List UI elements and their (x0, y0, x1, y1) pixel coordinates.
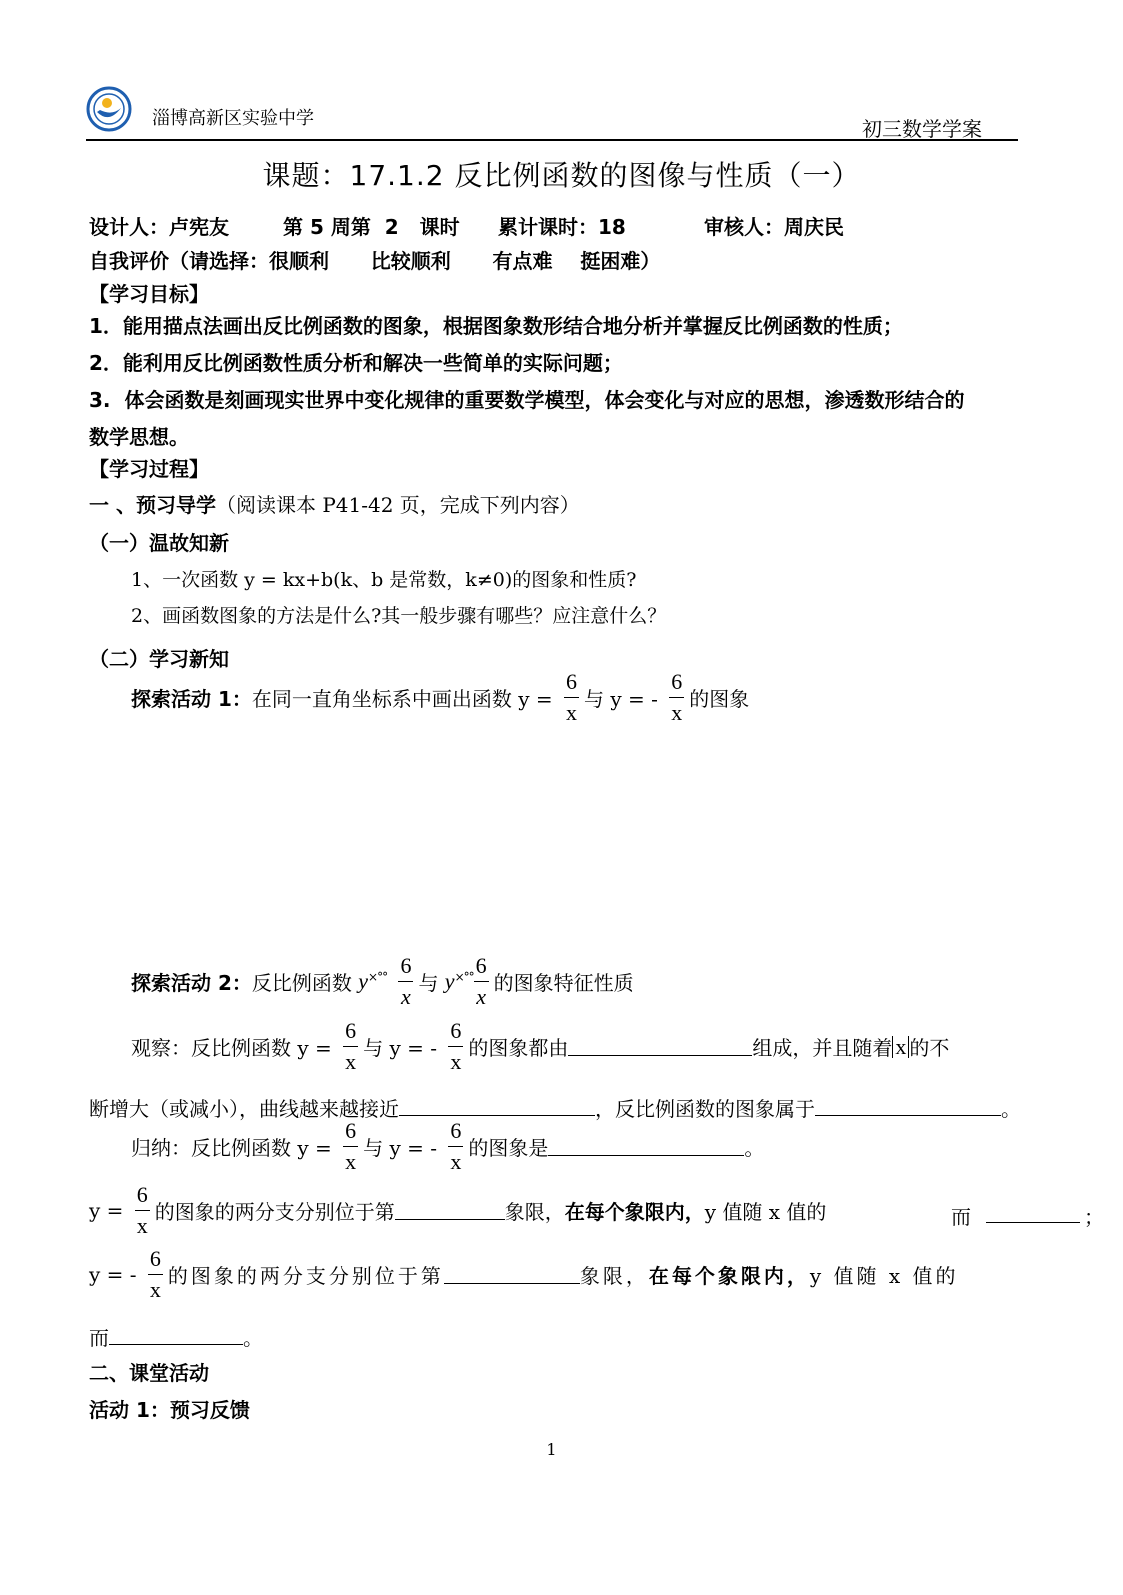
goal-3: 3. 体会函数是刻画现实世界中变化规律的重要数学模型，体会变化与对应的思想，渗透数形结合的 (89, 388, 965, 412)
fraction-denominator: x (136, 1213, 148, 1238)
blank-trend-positive[interactable] (986, 1204, 1080, 1223)
negative-text-2: 象限， (579, 1264, 649, 1288)
fraction-6-over-x (135, 1184, 150, 1237)
week-lesson: 第 5 周第 2 课时 (283, 215, 460, 239)
summary-text: 的图象是 (468, 1136, 549, 1160)
summary-prefix: 归纳：反比例函数 y = (131, 1136, 332, 1160)
fraction-numerator: 6 (474, 955, 489, 982)
total-lessons: 累计课时：18 (498, 215, 626, 239)
process-heading: 【学习过程】 (89, 457, 209, 481)
fraction-6-over-x (448, 1020, 463, 1073)
observe-line-2 (89, 1093, 1021, 1122)
activity-feedback-heading: 活动 1：预习反馈 (89, 1398, 250, 1422)
observe-text-2: 组成，并且随着 (752, 1036, 893, 1060)
positive-text-1: 的图象的两分支分别位于第 (154, 1200, 395, 1224)
blank-asymptote[interactable] (399, 1097, 595, 1116)
positive-semicolon: ； (1084, 1205, 1104, 1229)
page-title: 课题：17.1.2 反比例函数的图像与性质（一） (262, 159, 861, 192)
negative-text-1: 的图象的两分支分别位于第 (167, 1264, 444, 1288)
reviewer: 审核人：周庆民 (704, 215, 844, 239)
variable-y: y (358, 968, 369, 994)
observe-text-1: 的图象都由 (468, 1036, 569, 1060)
goals-heading: 【学习目标】 (89, 282, 209, 306)
school-logo-icon (86, 86, 132, 132)
fraction-6-over-x (474, 955, 489, 1008)
review-question-2: 2、画函数图象的方法是什么?其一般步骤有哪些？应注意什么？ (131, 605, 667, 627)
activity-1-mid: 与 y = - (584, 687, 658, 711)
summary-line (131, 1120, 764, 1173)
observe-line-1 (131, 1020, 949, 1073)
negative-case (89, 1248, 959, 1301)
positive-bold: 在每个象限内， (564, 1200, 705, 1224)
fraction-numerator: 6 (564, 671, 579, 698)
activity-2-label: 探索活动 2： (131, 971, 252, 995)
blank-quadrant-positive[interactable] (395, 1201, 505, 1220)
school-logo (86, 86, 132, 132)
activity-1 (131, 671, 749, 724)
observe-prefix: 观察：反比例函数 y = (131, 1036, 332, 1060)
fraction-denominator: x (566, 700, 578, 725)
review-question-1: 1、一次函数 y = kx+b(k、b 是常数，k≠0)的图象和性质? (131, 569, 637, 591)
fraction-denominator: x (401, 984, 411, 1009)
summary-end: 。 (744, 1136, 765, 1160)
fraction-denominator: x (671, 700, 683, 725)
garbled-symbol: ×°° (368, 970, 388, 984)
observe-line-2c: 。 (1001, 1097, 1021, 1121)
positive-case (89, 1184, 826, 1237)
positive-er: 而 (951, 1205, 971, 1229)
section-2-heading: 二、课堂活动 (89, 1361, 209, 1385)
activity-2 (131, 955, 634, 1008)
fraction-numerator: 6 (448, 1020, 463, 1047)
positive-text-2: 象限， (504, 1200, 565, 1224)
blank-curve-type[interactable] (815, 1097, 1001, 1116)
activity-1-end: 的图象 (689, 687, 750, 711)
new-knowledge-heading: （二）学习新知 (89, 647, 229, 671)
activity-2-mid: 与 (418, 971, 439, 995)
negative-text-3: y 值随 x 值的 (809, 1264, 959, 1288)
fraction-denominator: x (450, 1149, 462, 1174)
negative-er: 而 (89, 1326, 109, 1350)
fraction-6-over-x (398, 955, 413, 1008)
fraction-numerator: 6 (135, 1184, 150, 1211)
fraction-numerator: 6 (343, 1120, 358, 1147)
section-1-label: 一 、预习导学 (89, 493, 216, 517)
page-number: 1 (546, 1440, 557, 1459)
section-1-note: （阅读课本 P41-42 页，完成下列内容） (215, 493, 580, 517)
positive-y: y = (89, 1198, 124, 1223)
negative-y: y = - (89, 1262, 137, 1287)
observe-line-2b: ，反比例函数的图象属于 (595, 1097, 815, 1121)
fraction-numerator: 6 (343, 1020, 358, 1047)
observe-mid: 与 y = - (363, 1036, 438, 1060)
section-1 (89, 489, 580, 518)
negative-end: 。 (243, 1326, 263, 1350)
observe-line-2a: 断增大（或减小），曲线越来越接近 (89, 1097, 399, 1121)
fraction-denominator: x (450, 1049, 462, 1074)
goal-3-cont: 数学思想。 (89, 425, 189, 449)
fraction-numerator: 6 (398, 955, 413, 982)
activity-2-text: 反比例函数 (251, 971, 352, 995)
fraction-6-over-x (669, 671, 684, 724)
negative-line-2 (89, 1322, 263, 1351)
header-rule (86, 139, 1018, 141)
designer: 设计人：卢宪友 (89, 215, 229, 239)
negative-bold: 在每个象限内， (648, 1264, 810, 1288)
fraction-denominator: x (149, 1277, 161, 1302)
fraction-denominator: x (345, 1049, 357, 1074)
observe-text-3: 的不 (909, 1036, 950, 1060)
blank-trend-negative[interactable] (109, 1326, 243, 1345)
fraction-denominator: x (345, 1149, 357, 1174)
fraction-numerator: 6 (148, 1248, 163, 1275)
fraction-6-over-x (564, 671, 579, 724)
fraction-6-over-x (343, 1120, 358, 1173)
goal-1: 1．能用描点法画出反比例函数的图象，根据图象数形结合地分析并掌握反比例函数的性质； (89, 314, 903, 338)
fraction-6-over-x (448, 1120, 463, 1173)
blank-components[interactable] (568, 1037, 752, 1056)
activity-1-label: 探索活动 1： (131, 687, 252, 711)
blank-graph-name[interactable] (548, 1137, 744, 1156)
review-heading: （一）温故知新 (89, 531, 229, 555)
fraction-numerator: 6 (669, 671, 684, 698)
self-evaluation: 自我评价（请选择：很顺利 比较顺利 有点难 挺困难） (89, 249, 661, 273)
fraction-denominator: x (476, 984, 486, 1009)
activity-2-end: 的图象特征性质 (493, 971, 634, 995)
variable-y: y (444, 968, 455, 994)
blank-quadrant-negative[interactable] (444, 1265, 580, 1284)
header-right-title: 初三数学学案 (862, 117, 982, 141)
school-name: 淄博高新区实验中学 (152, 108, 314, 129)
summary-mid: 与 y = - (363, 1136, 438, 1160)
goal-2: 2．能利用反比例函数性质分析和解决一些简单的实际问题； (89, 351, 623, 375)
garbled-symbol: ×°° (454, 970, 474, 984)
fraction-6-over-x (343, 1020, 358, 1073)
fraction-numerator: 6 (448, 1120, 463, 1147)
positive-text-3: y 值随 x 值的 (704, 1200, 827, 1224)
activity-1-text: 在同一直角坐标系中画出函数 y = (251, 687, 553, 711)
fraction-6-over-x (148, 1248, 163, 1301)
abs-x: x (892, 1036, 909, 1058)
